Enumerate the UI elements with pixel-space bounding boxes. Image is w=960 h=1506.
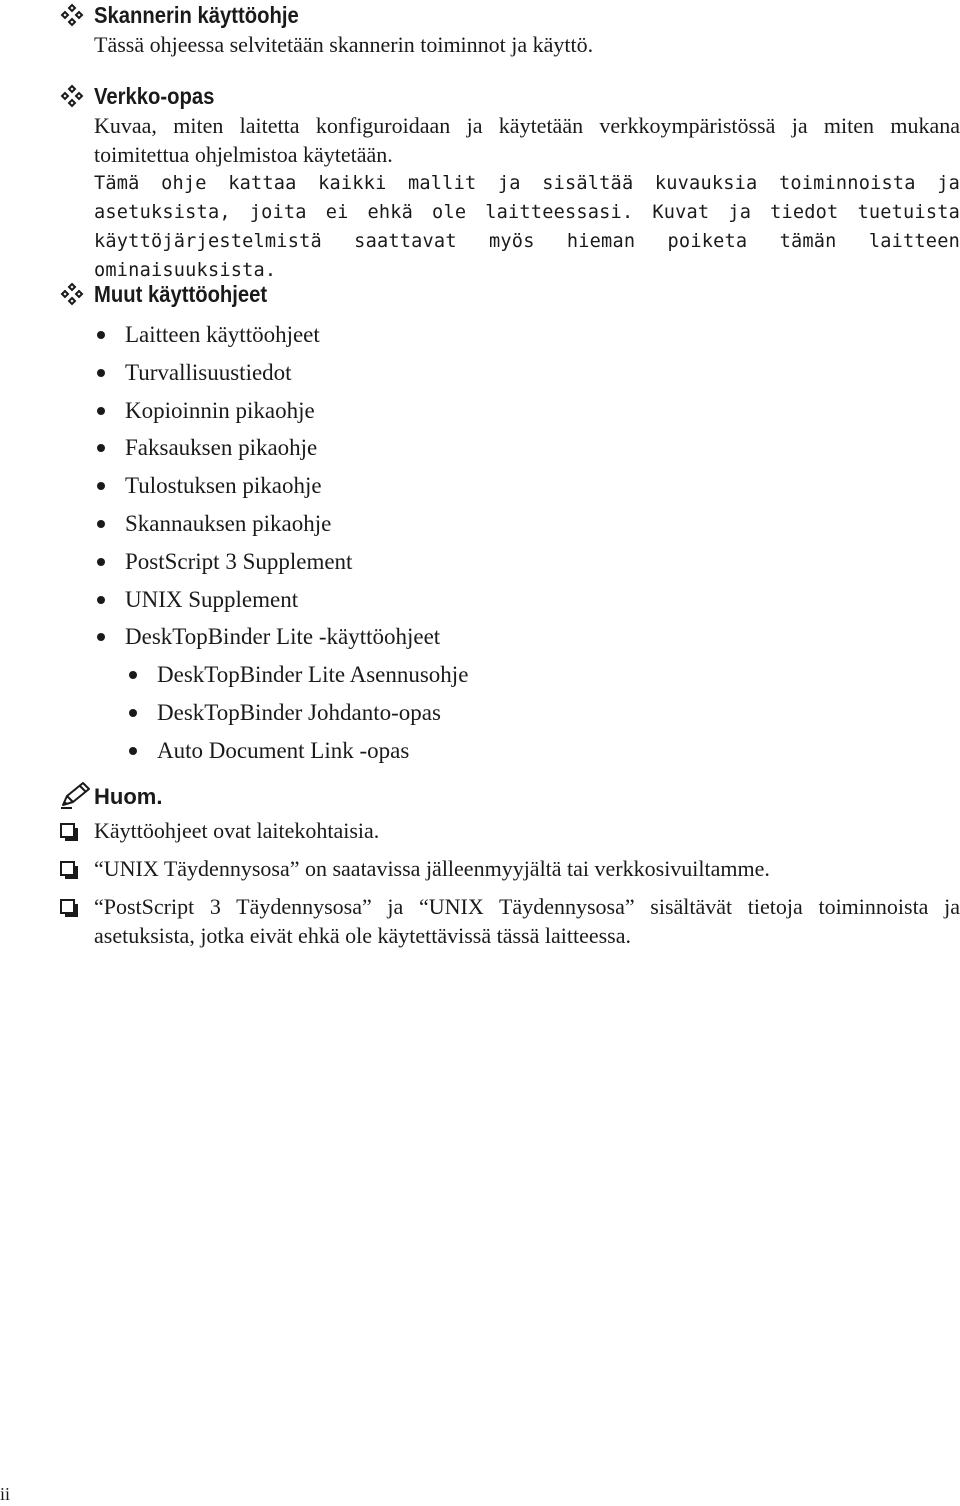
note-item: [60, 892, 960, 950]
section-header: [60, 279, 960, 309]
bullet-icon: [129, 747, 137, 755]
list-item-label: UNIX Supplement: [125, 586, 299, 612]
note-item: [60, 816, 960, 845]
bullet-icon: [97, 633, 105, 641]
checkbox-bullet-icon: [60, 899, 75, 914]
list-item-label: PostScript 3 Supplement: [125, 548, 353, 574]
bullet-icon: [97, 558, 105, 566]
section-heading: Skannerin käyttöohje: [94, 2, 299, 28]
list-item-label: DeskTopBinder Lite Asennusohje: [157, 662, 469, 688]
list-item-label: Tulostuksen pikaohje: [125, 473, 322, 499]
checkbox-bullet-icon: [60, 823, 75, 838]
section-body-note: Tämä ohje kattaa kaikki mallit ja sisältää kuvauksia toiminnoista ja asetuksista, joita ei ehkä ole laitteessasi. Kuvat ja tiedot tuetuista käyttöjärjestelmistä saattavat myös hieman poiketa tämän laitteen ominaisuuksista.: [94, 173, 960, 281]
section-other-manuals: [60, 279, 960, 309]
note-title: Huom.: [94, 784, 163, 809]
section-header: [60, 81, 960, 111]
diamond-bullet-icon: [60, 282, 84, 306]
note-header: [60, 780, 360, 812]
list-item: [94, 392, 468, 430]
list-item-label: Skannauksen pikaohje: [125, 510, 332, 536]
section-heading: Muut käyttöohjeet: [94, 281, 268, 307]
list-item: [94, 581, 468, 619]
diamond-bullet-icon: [60, 3, 84, 27]
list-item-label: Kopioinnin pikaohje: [125, 397, 315, 423]
list-item: [94, 354, 468, 392]
list-item-label: Auto Document Link -opas: [157, 737, 410, 763]
section-scanner-guide: [60, 0, 960, 59]
diamond-bullet-icon: [60, 84, 84, 108]
list-item: [94, 429, 468, 467]
bullet-icon: [97, 444, 105, 452]
bullet-icon: [97, 520, 105, 528]
bullet-icon: [129, 709, 137, 717]
list-item-label: DeskTopBinder Lite -käyttöohjeet: [125, 624, 441, 650]
page-number: ii: [0, 1484, 11, 1504]
sub-list-item: [126, 656, 468, 694]
section-body: Tässä ohjeessa selvitetään skannerin toiminnot ja käyttö.: [94, 32, 594, 57]
list-item-label: Faksauksen pikaohje: [125, 435, 318, 461]
sub-list-item: [126, 694, 468, 732]
section-body: Kuvaa, miten laitetta konfiguroidaan ja käytetään verkkoympäristössä ja miten mukana toimitettua ohjelmistoa käytetään.: [94, 113, 960, 167]
pencil-icon: [60, 780, 92, 810]
list-item-label: Laitteen käyttöohjeet: [125, 322, 320, 347]
bullet-icon: [97, 331, 105, 339]
list-item: [94, 618, 468, 656]
section-heading: Verkko-opas: [94, 83, 215, 109]
sub-list-item: [126, 732, 468, 770]
bullet-icon: [97, 482, 105, 490]
checkbox-bullet-icon: [60, 861, 75, 876]
list-item-label: Turvallisuustiedot: [125, 359, 292, 385]
list-item: [94, 467, 468, 505]
section-network-guide: [60, 81, 960, 285]
list-item: [94, 543, 468, 581]
bullet-icon: [129, 671, 137, 679]
bullet-icon: [97, 369, 105, 377]
bullet-icon: [97, 596, 105, 604]
note-text: “PostScript 3 Täydennysosa” ja “UNIX Täydennysosa” sisältävät tietoja toiminnoista ja asetuksista, jotka eivät ehkä ole käytettävissä tässä laitteessa.: [94, 894, 960, 948]
bullet-icon: [97, 407, 105, 415]
manuals-list: [94, 316, 468, 770]
note-item: [60, 854, 960, 883]
list-item: [94, 505, 468, 543]
list-item: [94, 316, 468, 354]
list-item-label: DeskTopBinder Johdanto-opas: [157, 699, 441, 725]
note-text: “UNIX Täydennysosa” on saatavissa jälleenmyyjältä tai verkkosivuiltamme.: [94, 856, 770, 881]
section-header: [60, 0, 960, 30]
note-text: Käyttöohjeet ovat laitekohtaisia.: [94, 818, 380, 843]
